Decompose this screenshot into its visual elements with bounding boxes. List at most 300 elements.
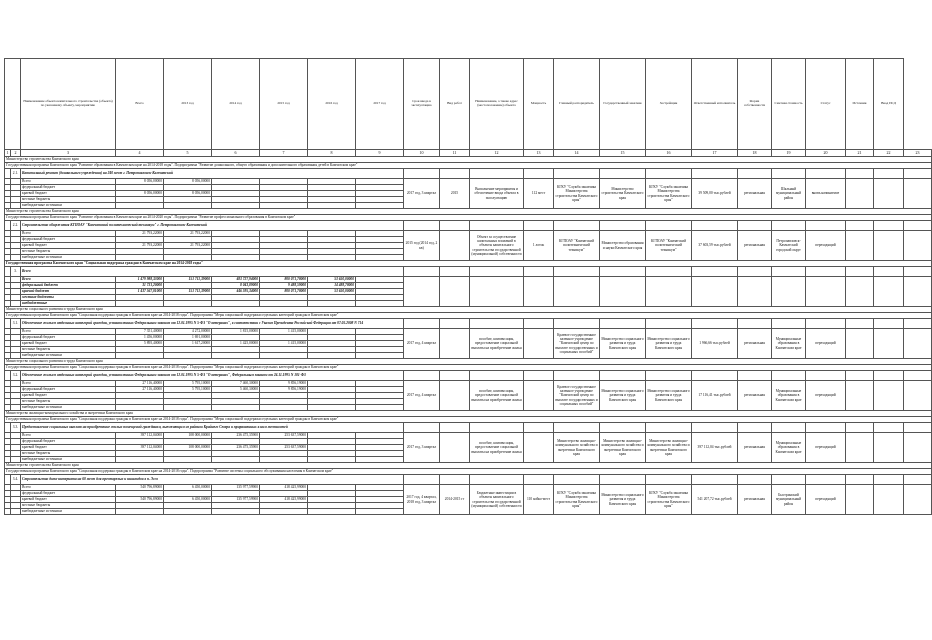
item-empty-cell <box>554 423 600 433</box>
object-attribute <box>874 329 904 359</box>
object-attribute: 2017 год, 4 квартал, 2018 год, 3 квартал <box>404 485 440 515</box>
header-cell: 2016 год <box>308 59 356 150</box>
finance-value: 21 793,22000 <box>164 231 212 237</box>
item-title: Строительство общежития КГПОАУ "Камчатский политехнический техникум" г. Петропавловск-Камчатский <box>21 221 404 231</box>
finance-value: 31 731,20000 <box>116 283 164 289</box>
object-attribute <box>524 277 554 307</box>
object-attribute <box>524 329 554 359</box>
object-attribute <box>554 277 600 307</box>
finance-value: 8 056,00000 <box>116 179 164 185</box>
column-number-cell: 19 <box>772 150 806 157</box>
object-attribute <box>846 179 874 209</box>
column-number-cell: 6 <box>212 150 260 157</box>
item-row <box>5 169 932 179</box>
object-attribute: Министерство социального развития и труда Камчатского края <box>646 329 692 359</box>
item-empty-cell <box>646 221 692 231</box>
finance-source-label: внебюджетные источники <box>21 405 116 411</box>
finance-value: 14 488,78000 <box>308 283 356 289</box>
object-attribute: переходящий <box>806 231 846 261</box>
item-empty-cell <box>772 371 806 381</box>
object-attribute <box>874 179 904 209</box>
object-attribute: Муниципальные образования в Камчатском крае <box>772 329 806 359</box>
item-empty-cell <box>440 221 470 231</box>
finance-source-label: Всего <box>21 329 116 335</box>
program-title: Государственная программа Камчатского края "Социальная поддержка граждан в Камчатском крае на 2014-2018 годы". Подпрограмма "Меры социальной поддержки отдельных категорий граждан в Камчатском крае" <box>5 313 932 319</box>
item-empty-cell <box>738 475 772 485</box>
object-attribute: 17 116,41 тыс.рублей <box>692 381 738 411</box>
ministry-title: Министерство жилищно-коммунального хозяйства и энергетики Камчатского края <box>5 411 932 417</box>
finance-value: 151 711,39000 <box>164 277 212 283</box>
object-attribute: КГПОАУ "Камчатский политехнический техникум" <box>554 231 600 261</box>
item-empty-cell <box>554 475 600 485</box>
column-number-cell: 3 <box>21 150 116 157</box>
object-attribute <box>846 433 874 463</box>
finance-value: 53 650,00000 <box>308 277 356 283</box>
program-title: Государственная программа Камчатского края "Развитие образования в Камчатском крае на 2014-2018 годы". Подпрограмма "Развитие дошкольного, общего образования и дополнительного образования детей в Камчатском крае" <box>5 163 932 169</box>
item-empty-cell <box>806 475 846 485</box>
header-cell: Вид работ <box>440 59 470 150</box>
item-empty-cell <box>772 319 806 329</box>
item-row <box>5 371 932 381</box>
object-attribute: региональная <box>738 433 772 463</box>
finance-source-label: Всего <box>21 231 116 237</box>
object-attribute: 110 койко-мест <box>524 485 554 515</box>
header-cell-blank <box>5 59 21 150</box>
object-attribute <box>404 277 440 307</box>
object-attribute: Министерство социального развития и труда Камчатского края <box>600 381 646 411</box>
finance-source-label: краевой бюджет <box>21 289 116 295</box>
finance-value: 5 795,10000 <box>164 381 212 387</box>
item-row <box>5 475 932 485</box>
header-row <box>5 59 932 150</box>
object-attribute <box>874 277 904 307</box>
finance-value: 236 475,35900 <box>212 433 260 439</box>
item-empty-cell <box>692 221 738 231</box>
item-empty-cell <box>440 371 470 381</box>
program-title: Государственная программа Камчатского края "Социальная поддержка граждан в Камчатском крае на 2014-2018 годы". Подпрограмма "Меры социальной поддержки отдельных категорий граждан в Камчатском крае" <box>5 365 932 371</box>
item-empty-cell <box>692 319 738 329</box>
item-empty-cell <box>738 169 772 179</box>
object-attribute: Министерство жилищно-коммунального хозяйства и энергетики Камчатского края <box>646 433 692 463</box>
item-empty-cell <box>738 371 772 381</box>
header-cell: Застройщик <box>646 59 692 150</box>
finance-value: 5 795,10000 <box>164 387 212 393</box>
finance-value: 1 691,00000 <box>164 335 212 341</box>
finance-value: 135 977,59900 <box>212 497 260 503</box>
header-cell: 2014 год <box>212 59 260 150</box>
finance-value: 7 351,40000 <box>116 329 164 335</box>
finance-value <box>116 509 164 515</box>
object-attribute <box>846 381 874 411</box>
finance-value: 8 056,00000 <box>164 191 212 197</box>
item-empty-cell <box>600 267 646 277</box>
item-empty-cell <box>806 169 846 179</box>
column-number-cell: 15 <box>600 150 646 157</box>
finance-value: 6 450,00000 <box>164 497 212 503</box>
finance-source-label: местные бюджеты <box>21 503 116 509</box>
object-attribute: Муниципальные образования в Камчатском крае <box>772 433 806 463</box>
header-cell: 2017 год <box>356 59 404 150</box>
object-attribute <box>806 277 846 307</box>
finance-value: 1 479 988,33000 <box>116 277 164 283</box>
object-attribute: КГКУ "Служба заказчика Министерства строительства Камчатского края" <box>554 179 600 209</box>
object-attribute: Министерство образования и науки Камчатского края <box>600 231 646 261</box>
item-number: 3.1. <box>11 319 21 329</box>
finance-value: 21 793,22000 <box>116 231 164 237</box>
item-empty-cell <box>772 267 806 277</box>
finance-value: 135 977,59900 <box>212 485 260 491</box>
item-empty-cell <box>772 475 806 485</box>
item-empty-cell <box>600 475 646 485</box>
object-attribute <box>846 231 874 261</box>
object-attribute: 397 112,04 тыс.рублей <box>692 433 738 463</box>
header-cell: 2013 год <box>164 59 212 150</box>
finance-source-label: внебюджетные источники <box>21 509 116 515</box>
object-attribute: 2017 год, 4 квартал <box>404 329 440 359</box>
object-attribute <box>600 277 646 307</box>
object-attribute <box>524 381 554 411</box>
item-empty-cell <box>404 371 440 381</box>
column-number-cell: 21 <box>846 150 874 157</box>
finance-value: 1 437 567,01000 <box>116 289 164 295</box>
finance-value: 108 000,00000 <box>164 445 212 451</box>
item-empty-cell <box>904 423 932 433</box>
item-number: 3.3. <box>11 423 21 433</box>
item-empty-cell <box>846 475 874 485</box>
item-title: Всего <box>21 267 404 277</box>
ministry-title: Министерство социального развития и труда Камчатского края <box>5 359 932 365</box>
header-cell: Источник <box>846 59 874 150</box>
finance-value: 1 425,00000 <box>212 341 260 347</box>
object-attribute <box>904 179 932 209</box>
item-empty-cell <box>404 267 440 277</box>
object-attribute <box>524 433 554 463</box>
object-attribute <box>846 485 874 515</box>
object-attribute: 2017 год, 4 квартал <box>404 381 440 411</box>
finance-source-label: краевой бюджет <box>21 191 116 197</box>
finance-value: 21 793,22000 <box>116 243 164 249</box>
column-number-cell: 23 <box>904 150 932 157</box>
item-row <box>5 267 932 277</box>
object-attribute <box>874 485 904 515</box>
finance-source-label: внебюджетные источники <box>21 353 116 359</box>
object-attribute <box>846 329 874 359</box>
item-empty-cell <box>738 319 772 329</box>
finance-value: 397 112,04000 <box>116 433 164 439</box>
item-empty-cell <box>646 475 692 485</box>
item-number: 2.2. <box>11 221 21 231</box>
item-title: Капитальный ремонт (дошкольного учреждения) на 240 мест г. Петропавловск-Камчатский <box>21 169 404 179</box>
object-attribute: Объект за осуществление капитальных вложений в объекты капитального строительства государственной (муниципальной) собственности <box>470 231 524 261</box>
object-attribute: 39 509,00 тыс.рублей <box>692 179 738 209</box>
item-empty-cell <box>874 221 904 231</box>
finance-value: 9 488,59000 <box>260 283 308 289</box>
item-number: 3. <box>11 267 21 277</box>
object-attribute: региональная <box>738 179 772 209</box>
finance-value: 4 272,00000 <box>164 329 212 335</box>
finance-source-label: внебюджетные источники <box>21 203 116 209</box>
item-row <box>5 221 932 231</box>
object-attribute: Петропавловск-Камчатский городской округ <box>772 231 806 261</box>
item-empty-cell <box>904 371 932 381</box>
object-attribute: 1 966,66 тыс.рублей <box>692 329 738 359</box>
item-empty-cell <box>600 423 646 433</box>
finance-value: 446 595,34000 <box>212 289 260 295</box>
item-empty-cell <box>470 319 524 329</box>
item-empty-cell <box>904 221 932 231</box>
item-empty-cell <box>846 267 874 277</box>
header-cell: Всего <box>116 59 164 150</box>
item-empty-cell <box>646 371 692 381</box>
row-spacer <box>11 509 21 515</box>
finance-source-label: местные бюджеты <box>21 347 116 353</box>
item-empty-cell <box>692 371 738 381</box>
item-empty-cell <box>806 371 846 381</box>
object-attribute: региональная <box>738 381 772 411</box>
finance-value: 27 116,40000 <box>116 387 164 393</box>
item-empty-cell <box>470 475 524 485</box>
object-attribute <box>904 381 932 411</box>
object-attribute <box>440 329 470 359</box>
object-attribute: 1 лоток <box>524 231 554 261</box>
object-attribute <box>904 277 932 307</box>
finance-source-label: Всего <box>21 485 116 491</box>
object-attribute: Быстринский муниципальный район <box>772 485 806 515</box>
finance-value <box>212 509 260 515</box>
item-empty-cell <box>738 267 772 277</box>
item-empty-cell <box>404 221 440 231</box>
object-attribute <box>470 277 524 307</box>
header-cell: Главный распорядитель <box>554 59 600 150</box>
object-attribute: Министерство жилищно-коммунального хозяйства и энергетики Камчатского края <box>554 433 600 463</box>
item-empty-cell <box>904 267 932 277</box>
item-row <box>5 423 932 433</box>
object-attribute: Министерство строительства Камчатского края <box>600 179 646 209</box>
object-attribute <box>874 381 904 411</box>
finance-value: 53 650,00000 <box>308 289 356 295</box>
program-title: Государственная программа Камчатского края "Развитие образования в Камчатском крае на 2014-2020 годы". Подпрограмма "Развитие профессионального образования в Камчатском крае" <box>5 215 932 221</box>
item-empty-cell <box>440 319 470 329</box>
item-empty-cell <box>874 475 904 485</box>
item-empty-cell <box>600 371 646 381</box>
object-attribute <box>904 433 932 463</box>
header-cell: Мощность <box>524 59 554 150</box>
item-title: Предоставление социальных выплат на приобретение жилых помещений гражданам, выезжающим из районов Крайнего Севера и приравненных к ним местностей <box>21 423 404 433</box>
finance-source-label: краевой бюджет <box>21 341 116 347</box>
object-attribute: Министерство социального развития и труда Камчатского края <box>600 329 646 359</box>
finance-value: 540 796,89000 <box>116 485 164 491</box>
item-empty-cell <box>806 319 846 329</box>
object-attribute <box>846 277 874 307</box>
program-title: Государственная программа Камчатского края "Социальная поддержка граждан в Камчатском крае на 2014-2018 годы". Подпрограмма "Меры социальной поддержки отдельных категорий граждан в Камчатском крае" <box>5 417 932 423</box>
object-attribute: 2014-2015 гг <box>440 485 470 515</box>
object-attribute <box>738 277 772 307</box>
column-number-cell: 1 <box>6 149 9 155</box>
finance-source-label: Всего <box>21 277 116 283</box>
object-attribute: 2015 год (2014 год, 2 кв) <box>404 231 440 261</box>
item-title: Строительство дома-интерната на 60 мест для престарелых и инвалидов в п. Эссо <box>21 475 404 485</box>
finance-value <box>356 509 404 515</box>
item-empty-cell <box>646 423 692 433</box>
item-empty-cell <box>646 169 692 179</box>
item-empty-cell <box>874 371 904 381</box>
program-title: Государственная программа Камчатского края "Социальная поддержка граждан в Камчатском крае на 2014-2018 годы". Подпрограмма "Развитие системы социального обслуживания населения в Камчатском крае" <box>5 469 932 475</box>
finance-source-label: местные бюджеты <box>21 399 116 405</box>
item-empty-cell <box>470 267 524 277</box>
column-number-cell: 18 <box>738 150 772 157</box>
finance-value: 8 056,00000 <box>116 191 164 197</box>
object-attribute <box>904 231 932 261</box>
ministry-title: Министерство строительства Камчатского края <box>5 463 932 469</box>
item-empty-cell <box>772 169 806 179</box>
finance-value: 8 043,89000 <box>212 283 260 289</box>
object-attribute: Краевое государственное казенное учреждение "Камчатский центр по выплате государственных и социальных пособий" <box>554 381 600 411</box>
item-empty-cell <box>524 221 554 231</box>
header-cell: 2015 год <box>260 59 308 150</box>
column-number-cell: 9 <box>356 150 404 157</box>
column-number-cell: 14 <box>554 150 600 157</box>
item-number: 3.4. <box>11 475 21 485</box>
item-empty-cell <box>846 169 874 179</box>
item-empty-cell <box>470 371 524 381</box>
finance-value <box>164 509 212 515</box>
object-attribute: КГКУ "Служба заказчика Министерства строительства Камчатского края" <box>646 179 692 209</box>
item-empty-cell <box>874 319 904 329</box>
object-attribute: Муниципальные образования в Камчатском крае <box>772 381 806 411</box>
header-cell: Срок ввода в эксплуатацию <box>404 59 440 150</box>
item-empty-cell <box>738 423 772 433</box>
finance-source-label: внебюджетные источники <box>21 457 116 463</box>
finance-value: 483 727,94000 <box>212 277 260 283</box>
finance-source-label: федеральный бюджет <box>21 283 116 289</box>
finance-source-label: внебюджетные <box>21 301 116 307</box>
finance-source-label: местные бюджеты <box>21 249 116 255</box>
finance-value: 1 415,00000 <box>260 341 308 347</box>
ministry-title: Министерство строительства Камчатского края <box>5 157 932 163</box>
item-empty-cell <box>554 319 600 329</box>
header-cell: Наименование, а также адрес (местоположение) объекта <box>470 59 524 150</box>
finance-source-label: федеральный бюджет <box>21 387 116 393</box>
item-empty-cell <box>600 169 646 179</box>
object-attribute: Министерство жилищно-коммунального хозяйства и энергетики Камчатского края <box>600 433 646 463</box>
header-cell: Наименование объекта капитального строительства (объекта) по указанному объекту, мероприятию <box>21 59 116 150</box>
column-number-cell: 2 <box>11 150 21 157</box>
item-empty-cell <box>646 319 692 329</box>
item-empty-cell <box>692 169 738 179</box>
item-empty-cell <box>524 319 554 329</box>
item-empty-cell <box>440 423 470 433</box>
item-empty-cell <box>404 319 440 329</box>
investment-table <box>4 58 932 515</box>
object-attribute <box>440 277 470 307</box>
object-attribute: 2015 <box>440 179 470 209</box>
object-attribute: региональная <box>738 329 772 359</box>
header-cell: Государственный заказчик <box>600 59 646 150</box>
finance-value: 8 056,00000 <box>164 179 212 185</box>
finance-value: 9 856,19000 <box>260 387 308 393</box>
finance-value: 9 856,19000 <box>260 381 308 387</box>
item-empty-cell <box>470 423 524 433</box>
object-attribute: региональная <box>738 231 772 261</box>
ministry-title: Министерство строительства Камчатского края <box>5 209 932 215</box>
object-attribute: КГПОАУ "Камчатский политехнический техникум" <box>646 231 692 261</box>
column-number-cell: 22 <box>874 150 904 157</box>
item-empty-cell <box>692 423 738 433</box>
object-attribute <box>440 433 470 463</box>
object-attribute: переходящий <box>806 485 846 515</box>
object-attribute <box>874 433 904 463</box>
object-attribute: 541 207,72 тыс.рублей <box>692 485 738 515</box>
item-empty-cell <box>806 423 846 433</box>
item-empty-cell <box>904 169 932 179</box>
finance-value: 5 460,30000 <box>212 387 260 393</box>
item-empty-cell <box>874 423 904 433</box>
finance-value: 1 617,20000 <box>164 341 212 347</box>
object-attribute: переходящий <box>806 433 846 463</box>
header-cell: Сметная стоимость <box>772 59 806 150</box>
finance-value: 108 000,00000 <box>164 433 212 439</box>
item-title: Обеспечение жильем отдельных категорий граждан, установленных Федеральным законом от 12.01.1995 N 5-ФЗ "О ветеранах", Федеральным законом от 24.11.1995 N 181-ФЗ <box>21 371 404 381</box>
finance-value: 27 116,40000 <box>116 381 164 387</box>
finance-value: 418 425,99000 <box>260 497 308 503</box>
finance-value: 1 415,00000 <box>260 329 308 335</box>
object-attribute <box>904 485 932 515</box>
object-attribute <box>904 329 932 359</box>
finance-value: 151 711,39000 <box>164 289 212 295</box>
object-attribute <box>646 277 692 307</box>
column-number-row <box>5 150 932 157</box>
finance-source-label: Всего <box>21 179 116 185</box>
finance-value: 253 637,59000 <box>260 433 308 439</box>
item-empty-cell <box>904 319 932 329</box>
finance-source-label: местные бюджеты <box>21 197 116 203</box>
item-number: 3.2. <box>11 371 21 381</box>
column-number-cell: 4 <box>116 150 164 157</box>
finance-value: 397 112,04000 <box>116 445 164 451</box>
object-attribute <box>874 231 904 261</box>
finance-value: 540 796,89000 <box>116 497 164 503</box>
object-attribute <box>692 277 738 307</box>
finance-source-label: федеральный бюджет <box>21 185 116 191</box>
finance-value <box>260 509 308 515</box>
item-empty-cell <box>772 221 806 231</box>
header-cell: Ввод ПСД <box>874 59 904 150</box>
item-empty-cell <box>524 169 554 179</box>
object-attribute: 37 603,59 тыс.рублей <box>692 231 738 261</box>
finance-value: 800 071,78000 <box>260 289 308 295</box>
item-empty-cell <box>646 267 692 277</box>
object-attribute <box>440 381 470 411</box>
item-empty-cell <box>524 423 554 433</box>
finance-source-label: краевой бюджет <box>21 497 116 503</box>
item-empty-cell <box>772 423 806 433</box>
column-number-cell: 17 <box>692 150 738 157</box>
finance-value: 236 475,35900 <box>212 445 260 451</box>
finance-source-label: Всего <box>21 433 116 439</box>
object-attribute: КГКУ "Служба заказчика Министерства строительства Камчатского края" <box>554 485 600 515</box>
object-attribute: переходящий <box>806 329 846 359</box>
object-attribute: региональная <box>738 485 772 515</box>
item-empty-cell <box>806 221 846 231</box>
finance-value: 800 071,78000 <box>260 277 308 283</box>
finance-value: 1 815,00000 <box>212 329 260 335</box>
object-attribute: Бюджетные инвестиции в объекты капитального строительства государственной (муниципальной) собственности <box>470 485 524 515</box>
finance-value: 5 895,40000 <box>116 341 164 347</box>
finance-source-label: федеральный бюджет <box>21 439 116 445</box>
item-empty-cell <box>904 475 932 485</box>
item-empty-cell <box>600 319 646 329</box>
item-empty-cell <box>404 475 440 485</box>
